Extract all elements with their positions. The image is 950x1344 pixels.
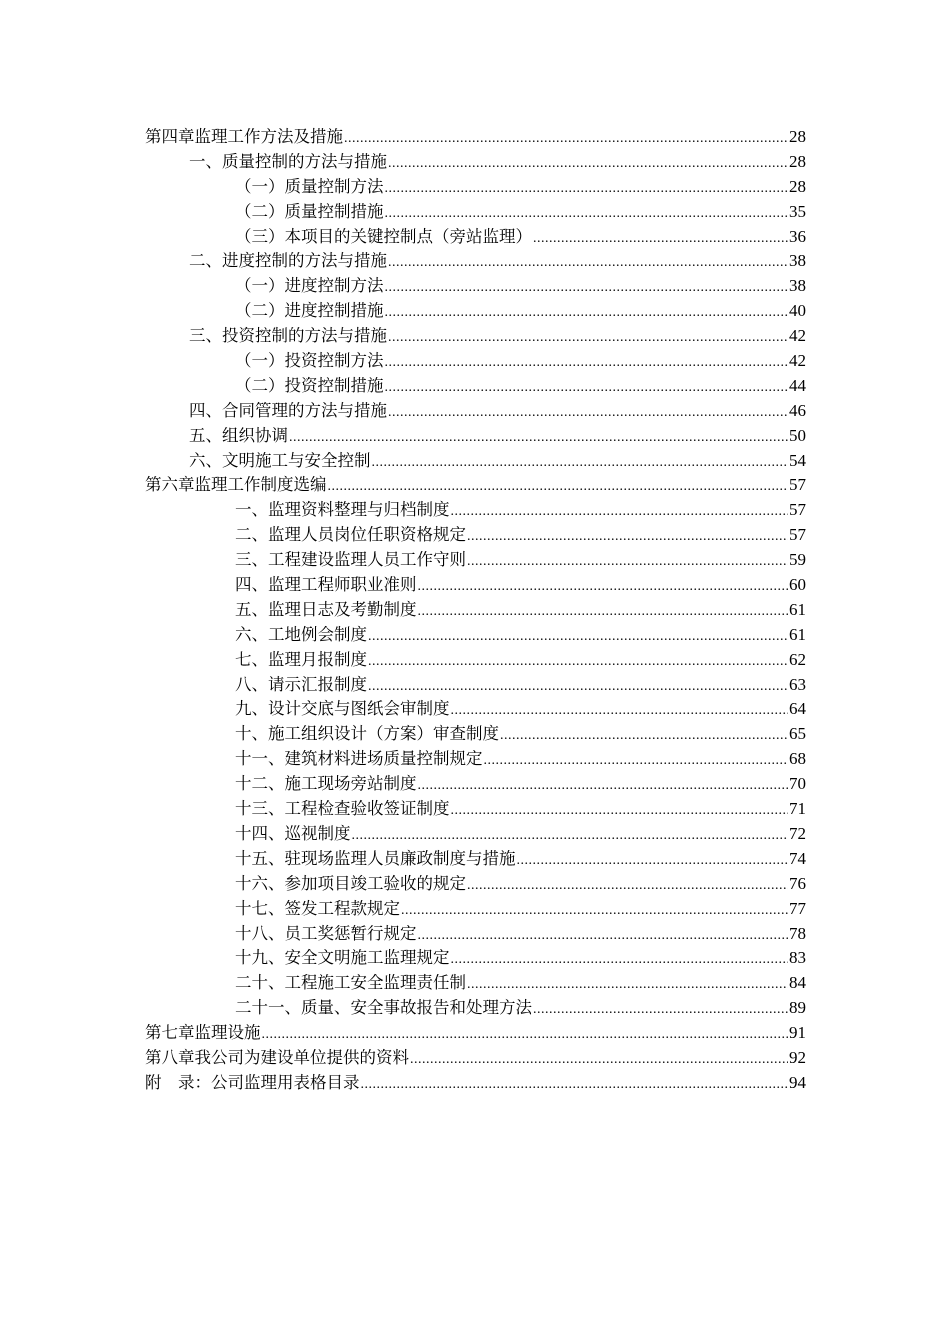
toc-entry[interactable] [145,922,806,947]
toc-dot-leader [385,351,789,376]
toc-entry-title: 四、监理工程师职业准则 [235,575,417,595]
toc-dot-leader [467,550,788,575]
toc-entry-title: 四、合同管理的方法与措施 [189,400,387,420]
toc-page-number: 38 [789,276,806,296]
toc-entry[interactable] [145,399,806,424]
toc-page-number: 57 [789,475,806,495]
toc-page-number: 40 [789,301,806,321]
toc-page-number: 46 [789,400,806,420]
toc-entry[interactable] [145,1021,806,1046]
toc-page-number: 94 [789,1072,806,1092]
toc-entry-title: 我公司为建设单位提供的资料 [194,1047,409,1067]
toc-dot-leader [467,874,788,899]
toc-entry[interactable] [145,872,806,897]
toc-dot-leader [500,724,788,749]
toc-page-number: 28 [789,127,806,146]
toc-page-number: 78 [789,923,806,943]
toc-dot-leader [328,475,789,500]
toc-page-number: 42 [789,326,806,346]
toc-page-number: 70 [789,774,806,794]
toc-entry[interactable] [145,548,806,573]
toc-entry[interactable] [145,1071,806,1096]
toc-entry[interactable] [145,175,806,200]
toc-page-number: 63 [789,674,806,694]
toc-dot-leader [262,1023,789,1048]
toc-page-number: 71 [789,799,806,819]
toc-dot-leader [385,376,789,401]
toc-dot-leader [517,849,789,874]
toc-page-number: 65 [789,724,806,744]
toc-page-number: 60 [789,575,806,595]
toc-entry-title: （一）进度控制方法 [235,276,384,296]
toc-dot-leader [467,973,788,998]
toc-entry[interactable] [145,722,806,747]
toc-entry-title: 十、施工组织设计（方案）审查制度 [235,724,499,744]
toc-entry-title: 十九、安全文明施工监理规定 [235,948,450,968]
toc-dot-leader [352,824,789,849]
toc-entry[interactable] [145,673,806,698]
toc-page-number: 61 [789,624,806,644]
toc-entry[interactable] [145,200,806,225]
toc-dot-leader [533,998,788,1023]
toc-entry-title: 九、设计交底与图纸会审制度 [235,699,450,719]
toc-page-number: 57 [789,500,806,520]
toc-page-number: 61 [789,599,806,619]
toc-dot-leader [451,948,789,973]
toc-entry-title: 公司监理用表格目录 [211,1072,360,1092]
toc-dot-leader [451,799,789,824]
toc-dot-leader [418,600,789,625]
toc-entry-title: 二、进度控制的方法与措施 [189,251,387,271]
toc-dot-leader [385,301,789,326]
toc-entry-title: 十六、参加项目竣工验收的规定 [235,873,466,893]
toc-entry[interactable] [145,299,806,324]
toc-page-number: 84 [789,973,806,993]
toc-entry-title: 三、工程建设监理人员工作守则 [235,550,466,570]
toc-entry[interactable] [145,249,806,274]
toc-entry-title: 五、监理日志及考勤制度 [235,599,417,619]
toc-entry[interactable] [145,1046,806,1071]
toc-entry-title: 八、请示汇报制度 [235,674,367,694]
toc-entry[interactable] [145,797,806,822]
toc-page-number: 77 [789,898,806,918]
toc-dot-leader [385,202,789,227]
toc-dot-leader [418,575,789,600]
toc-entry-title: 七、监理月报制度 [235,649,367,669]
toc-chapter-number: 第八章 [145,1047,195,1067]
toc-page-number: 83 [789,948,806,968]
toc-dot-leader [467,525,788,550]
toc-entry-title: （二）投资控制措施 [235,375,384,395]
toc-chapter-number: 附 录： [145,1072,211,1092]
toc-dot-leader [388,326,788,351]
toc-entry-title: 十四、巡视制度 [235,823,351,843]
toc-dot-leader [418,774,789,799]
toc-dot-leader [344,127,788,152]
toc-entry[interactable] [145,225,806,250]
toc-dot-leader [533,227,788,252]
toc-entry-title: 十二、施工现场旁站制度 [235,774,417,794]
toc-page-number: 72 [789,823,806,843]
toc-dot-leader [368,650,788,675]
toc-entry-title: 五、组织协调 [189,425,288,445]
toc-entry[interactable] [145,424,806,449]
toc-entry[interactable] [145,847,806,872]
toc-entry-title: 十八、员工奖惩暂行规定 [235,923,417,943]
toc-page-number: 91 [789,1023,806,1043]
toc-entry-title: 二十、工程施工安全监理责任制 [235,973,466,993]
toc-entry-title: （三）本项目的关键控制点（旁站监理） [235,226,532,246]
toc-entry-title: 十一、建筑材料进场质量控制规定 [235,749,483,769]
toc-entry[interactable] [145,648,806,673]
toc-entry[interactable] [145,274,806,299]
toc-page-number: 62 [789,649,806,669]
toc-entry[interactable] [145,623,806,648]
toc-entry[interactable] [145,772,806,797]
toc-page-number: 74 [789,848,806,868]
toc-dot-leader [368,675,788,700]
toc-entry[interactable] [145,697,806,722]
toc-dot-leader [385,276,789,301]
toc-entry-title: 一、监理资料整理与归档制度 [235,500,450,520]
table-of-contents [145,125,806,1096]
toc-page-number: 42 [789,351,806,371]
toc-entry[interactable] [145,349,806,374]
toc-entry[interactable] [145,598,806,623]
toc-entry-title: 监理工作制度选编 [194,475,327,495]
toc-dot-leader [361,1073,789,1098]
toc-chapter-number: 第六章 [145,475,195,495]
toc-entry[interactable] [145,523,806,548]
toc-dot-leader [451,500,789,525]
toc-dot-leader [484,749,789,774]
toc-entry[interactable] [145,324,806,349]
toc-dot-leader [388,152,788,177]
toc-page-number: 92 [789,1047,806,1067]
toc-page-number: 64 [789,699,806,719]
toc-entry[interactable] [145,498,806,523]
toc-dot-leader [388,401,788,426]
toc-page-number: 68 [789,749,806,769]
toc-page-number: 50 [789,425,806,445]
toc-entry[interactable] [145,971,806,996]
toc-entry[interactable] [145,747,806,772]
toc-entry[interactable] [145,897,806,922]
toc-dot-leader [385,177,789,202]
toc-entry[interactable] [145,946,806,971]
toc-entry[interactable] [145,449,806,474]
toc-page-number: 35 [789,201,806,221]
toc-page-number: 89 [789,998,806,1018]
toc-entry-title: 十三、工程检查验收签证制度 [235,799,450,819]
toc-entry-title: 三、投资控制的方法与措施 [189,326,387,346]
toc-entry[interactable] [145,125,806,150]
toc-page-number: 57 [789,525,806,545]
toc-page-number: 38 [789,251,806,271]
toc-chapter-number: 第四章 [145,127,195,146]
toc-entry-title: 十七、签发工程款规定 [235,898,400,918]
toc-dot-leader [418,924,789,949]
toc-page-number: 28 [789,176,806,196]
toc-entry[interactable] [145,473,806,498]
toc-page-number: 59 [789,550,806,570]
toc-dot-leader [401,899,788,924]
toc-entry[interactable] [145,573,806,598]
toc-dot-leader [388,251,788,276]
toc-entry-title: 一、质量控制的方法与措施 [189,151,387,171]
toc-dot-leader [372,451,789,476]
toc-entry-title: （二）进度控制措施 [235,301,384,321]
toc-entry-title: 二十一、质量、安全事故报告和处理方法 [235,998,532,1018]
toc-dot-leader [289,426,788,451]
toc-page-number: 54 [789,450,806,470]
toc-entry-title: 六、工地例会制度 [235,624,367,644]
toc-dot-leader [410,1048,788,1073]
toc-entry-title: 十五、驻现场监理人员廉政制度与措施 [235,848,516,868]
toc-entry[interactable] [145,150,806,175]
toc-page-number: 28 [789,151,806,171]
toc-entry[interactable] [145,822,806,847]
toc-chapter-number: 第七章 [145,1023,195,1043]
toc-entry-title: 监理设施 [194,1023,261,1043]
toc-entry-title: （一）投资控制方法 [235,351,384,371]
toc-entry-title: 监理工作方法及措施 [194,127,343,146]
toc-page-number: 44 [789,375,806,395]
toc-entry-title: 六、文明施工与安全控制 [189,450,371,470]
toc-page-number: 36 [789,226,806,246]
toc-entry[interactable] [145,374,806,399]
toc-dot-leader [451,699,789,724]
toc-entry-title: （二）质量控制措施 [235,201,384,221]
toc-entry-title: （一）质量控制方法 [235,176,384,196]
toc-entry[interactable] [145,996,806,1021]
toc-entry-title: 二、监理人员岗位任职资格规定 [235,525,466,545]
toc-page-number: 76 [789,873,806,893]
toc-dot-leader [368,625,788,650]
